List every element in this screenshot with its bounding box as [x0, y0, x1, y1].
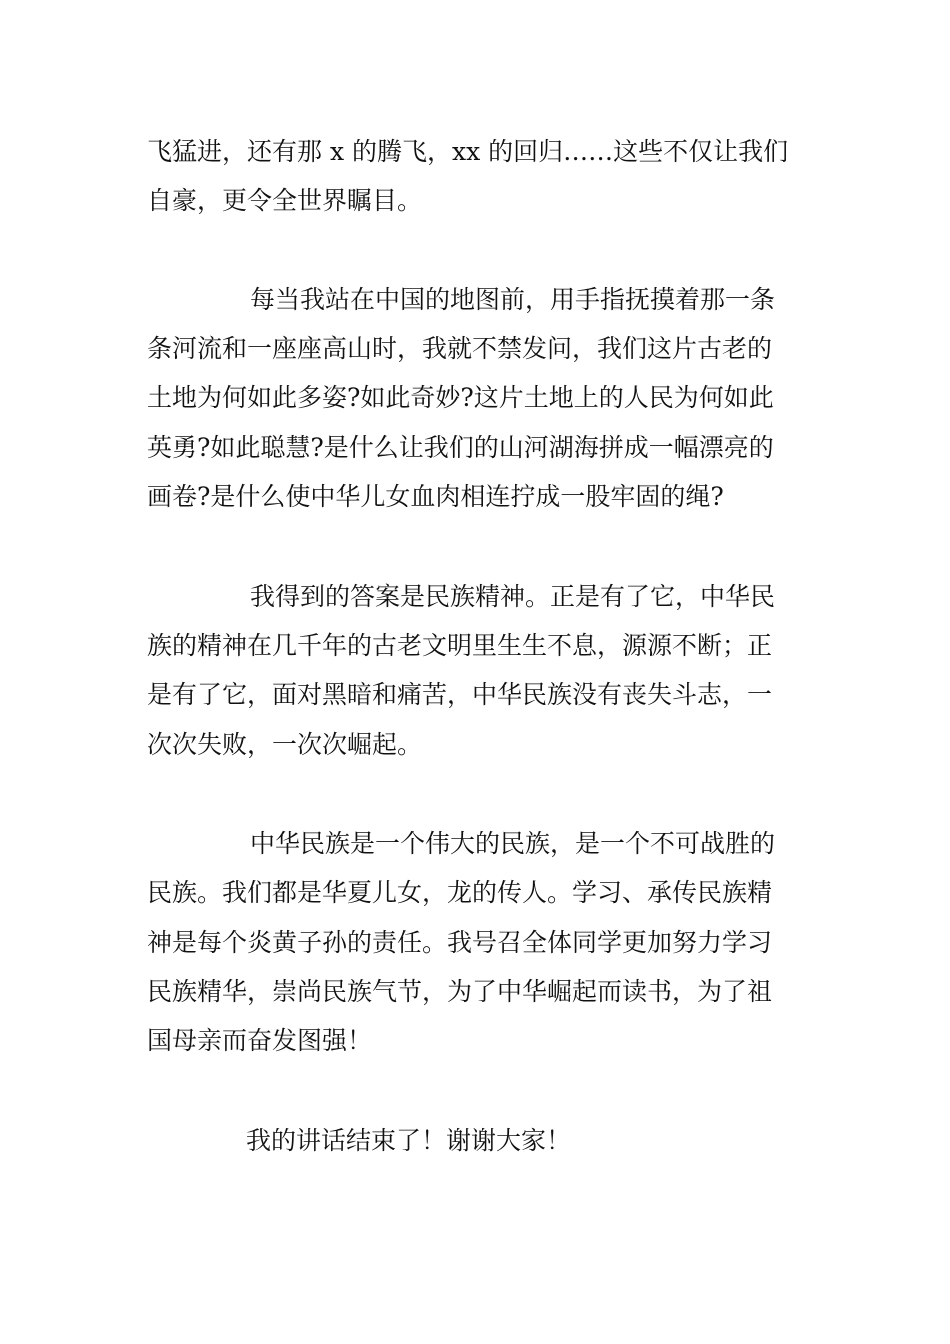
paragraph-4-line-2: 民族。我们都是华夏儿女，龙的传人。学习、承传民族精	[147, 878, 773, 907]
paragraph-4-line-1: 中华民族是一个伟大的民族，是一个不可战胜的	[250, 829, 776, 858]
paragraph-3-line-3: 是有了它，面对黑暗和痛苦，中华民族没有丧失斗志，一	[147, 680, 773, 709]
paragraph-3-line-1: 我得到的答案是民族精神。正是有了它，中华民	[250, 582, 776, 611]
closing-line: 我的讲话结束了！谢谢大家！	[246, 1126, 572, 1155]
paragraph-2-line-1: 每当我站在中国的地图前，用手指抚摸着那一条	[250, 285, 776, 314]
paragraph-1-line-1: 飞猛进，还有那 x 的腾飞，xx 的回归……这些不仅让我们	[147, 137, 789, 166]
paragraph-4-line-3: 神是每个炎黄子孙的责任。我号召全体同学更加努力学习	[147, 928, 773, 957]
paragraph-2-line-4: 英勇?如此聪慧?是什么让我们的山河湖海拼成一幅漂亮的	[147, 433, 774, 462]
paragraph-1-line-2: 自豪，更令全世界瞩目。	[147, 186, 423, 215]
paragraph-2-line-5: 画卷?是什么使中华儿女血肉相连拧成一股牢固的绳?	[147, 482, 724, 511]
paragraph-3-line-2: 族的精神在几千年的古老文明里生生不息，源源不断；正	[147, 631, 773, 660]
paragraph-4-line-4: 民族精华，崇尚民族气节，为了中华崛起而读书，为了祖	[147, 977, 773, 1006]
paragraph-2-line-2: 条河流和一座座高山时，我就不禁发问，我们这片古老的	[147, 334, 773, 363]
paragraph-4-line-5: 国母亲而奋发图强！	[147, 1026, 373, 1055]
paragraph-2-line-3: 土地为何如此多姿?如此奇妙?这片土地上的人民为何如此	[147, 383, 774, 412]
paragraph-3-line-4: 次次失败，一次次崛起。	[147, 730, 423, 759]
